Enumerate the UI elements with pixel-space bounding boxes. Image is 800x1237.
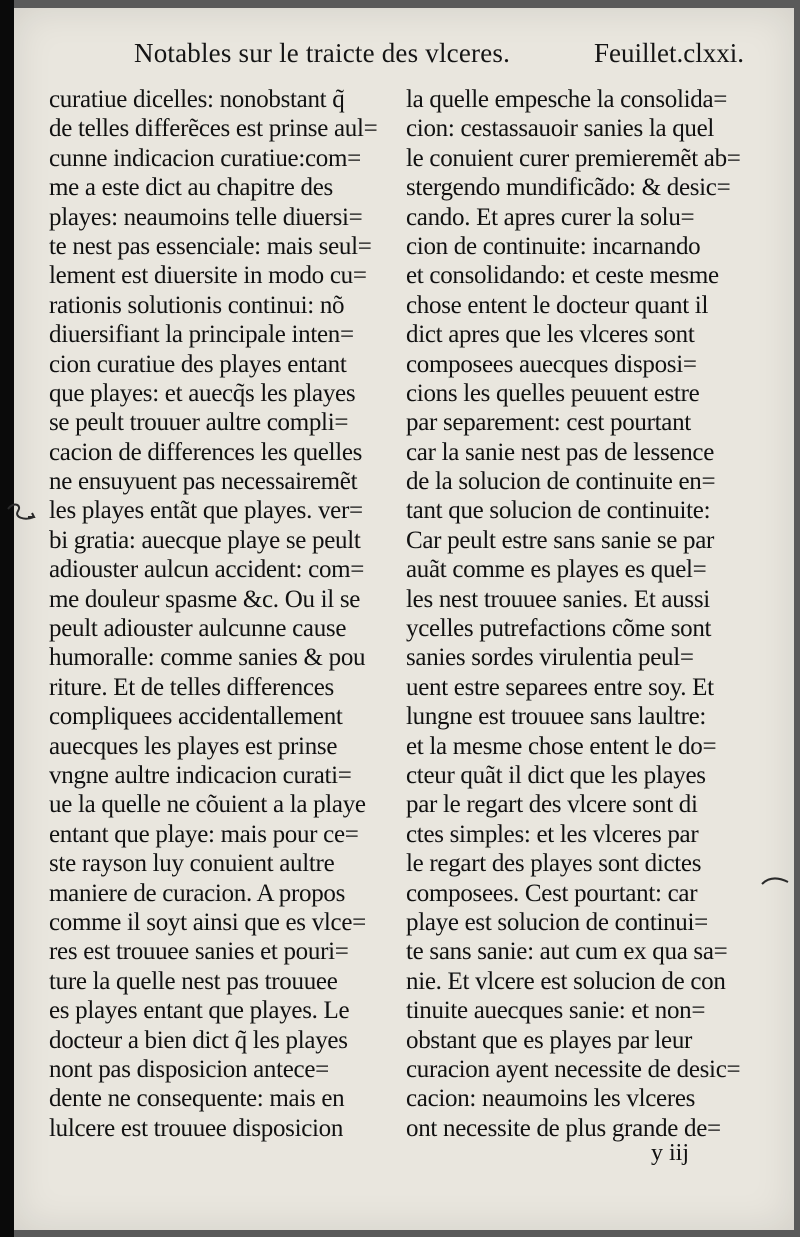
text-line: dente ne consequente: mais en (49, 1085, 345, 1113)
text-line: lungne est trouuee sans laultre: (406, 703, 707, 731)
text-line: docteur a bien dict q̃ les playes (49, 1026, 348, 1054)
text-line: composees. Cest pourtant: car (406, 879, 698, 907)
text-line: playes: neaumoins telle diuersi= (49, 203, 363, 231)
text-line: auãt comme es playes es quel= (406, 556, 707, 584)
text-line: le regart des playes sont dictes (406, 850, 702, 878)
text-line: riture. Et de telles differences (49, 673, 334, 701)
text-line: adiouster aulcun accident: com= (49, 556, 365, 584)
text-line: ue la quelle ne cõuient a la playe (49, 791, 366, 819)
text-line: diuersifiant la principale inten= (49, 321, 354, 349)
text-line: ne ensuyuent pas necessairemẽt (49, 468, 358, 496)
text-line: sanies sordes virulentia peul= (406, 644, 694, 672)
text-line: playe est solucion de continui= (406, 908, 708, 936)
text-line: ture la quelle nest pas trouuee (49, 967, 338, 995)
text-line: nie. Et vlcere est solucion de con (406, 967, 726, 995)
text-line: comme il soyt ainsi que es vlce= (49, 908, 366, 936)
text-line: se peult trouuer aultre compli= (49, 409, 349, 437)
text-line: lulcere est trouuee disposicion (49, 1114, 344, 1142)
text-line: et la mesme chose entent le do= (406, 732, 717, 760)
text-line: entant que playe: mais pour ce= (49, 820, 359, 848)
text-line: curatiue dicelles: nonobstant q̃ (49, 86, 345, 113)
text-line: cunne indicacion curatiue:com= (49, 144, 361, 172)
text-line: par le regart des vlcere sont di (406, 791, 698, 819)
text-line: tant que solucion de continuite: (406, 497, 711, 525)
text-line: cion de continuite: incarnando (406, 232, 701, 260)
text-line: dict apres que les vlceres sont (406, 321, 695, 349)
text-line: cacion: neaumoins les vlceres (406, 1085, 696, 1113)
text-line: peult adiouster aulcunne cause (49, 615, 347, 643)
page-header (14, 38, 794, 78)
text-line: bi gratia: auecque playe se peult (49, 526, 361, 554)
text-line: composees auecques disposi= (406, 350, 697, 378)
text-line: de telles differẽces est prinse aul= (49, 115, 378, 143)
text-line: te nest pas essenciale: mais seul= (49, 232, 372, 260)
text-line: maniere de curacion. A propos (49, 879, 346, 907)
text-line: stergendo mundificãdo: & desic= (406, 174, 731, 202)
text-line: res est trouuee sanies et pouri= (49, 938, 349, 966)
text-line: chose entent le docteur quant il (406, 291, 709, 319)
text-line: lement est diuersite in modo cu= (49, 262, 367, 290)
scan-edge (0, 0, 14, 1237)
text-line: de la solucion de continuite en= (406, 468, 716, 496)
text-line: ont necessite de plus grande de= (406, 1114, 721, 1142)
text-line: Car peult estre sans sanie se par (406, 526, 715, 554)
running-title: Notables sur le traicte des vlceres. (134, 38, 511, 68)
folio-number: Feuillet.clxxi. (594, 38, 744, 68)
text-line: cion curatiue des playes entant (49, 350, 347, 378)
left-column (49, 85, 409, 1143)
text-line: cando. Et apres curer la solu= (406, 203, 695, 231)
text-line: me a este dict au chapitre des (49, 174, 333, 202)
text-line: me douleur spasme &c. Ou il se (49, 585, 361, 613)
text-line: curacion ayent necessite de desic= (406, 1055, 741, 1083)
text-line: cion: cestassauoir sanies la quel (406, 115, 715, 143)
text-line: et consolidando: et ceste mesme (406, 262, 719, 290)
text-line: ste rayson luy conuient aultre (49, 850, 335, 878)
text-line: compliquees accidentallement (49, 703, 343, 731)
text-line: ycelles putrefactions cõme sont (406, 615, 712, 643)
text-line: par separement: cest pourtant (406, 409, 691, 437)
text-line: car la sanie nest pas de lessence (406, 438, 715, 466)
marginal-annotation-icon (4, 497, 44, 527)
right-column (406, 85, 778, 1143)
text-line: rationis solutionis continui: nõ (49, 291, 345, 319)
text-line: cions les quelles peuuent estre (406, 379, 700, 407)
text-line: que playes: et auecq̃s les playes (49, 379, 356, 407)
text-line: les nest trouuee sanies. Et aussi (406, 585, 710, 613)
text-line: te sans sanie: aut cum ex qua sa= (406, 938, 728, 966)
text-line: auecques les playes est prinse (49, 732, 338, 760)
text-line: nont pas disposicion antece= (49, 1055, 329, 1083)
text-line: humoralle: comme sanies & pou (49, 644, 366, 672)
text-line: la quelle empesche la consolida= (406, 86, 728, 113)
text-line: cacion de differences les quelles (49, 438, 363, 466)
text-line: obstant que es playes par leur (406, 1026, 693, 1054)
marginal-tick-icon (760, 872, 790, 892)
signature-mark: y iij (651, 1140, 690, 1166)
book-page (14, 8, 794, 1230)
text-line: ctes simples: et les vlceres par (406, 820, 699, 848)
text-line: cteur quãt il dict que les playes (406, 761, 706, 789)
text-line: les playes entãt que playes. ver= (49, 497, 363, 525)
text-line: tinuite auecques sanie: et non= (406, 997, 706, 1025)
text-line: es playes entant que playes. Le (49, 997, 350, 1025)
text-line: vngne aultre indicacion curati= (49, 761, 352, 789)
text-line: le conuient curer premieremẽt ab= (406, 144, 741, 172)
text-line: uent estre separees entre soy. Et (406, 673, 714, 701)
